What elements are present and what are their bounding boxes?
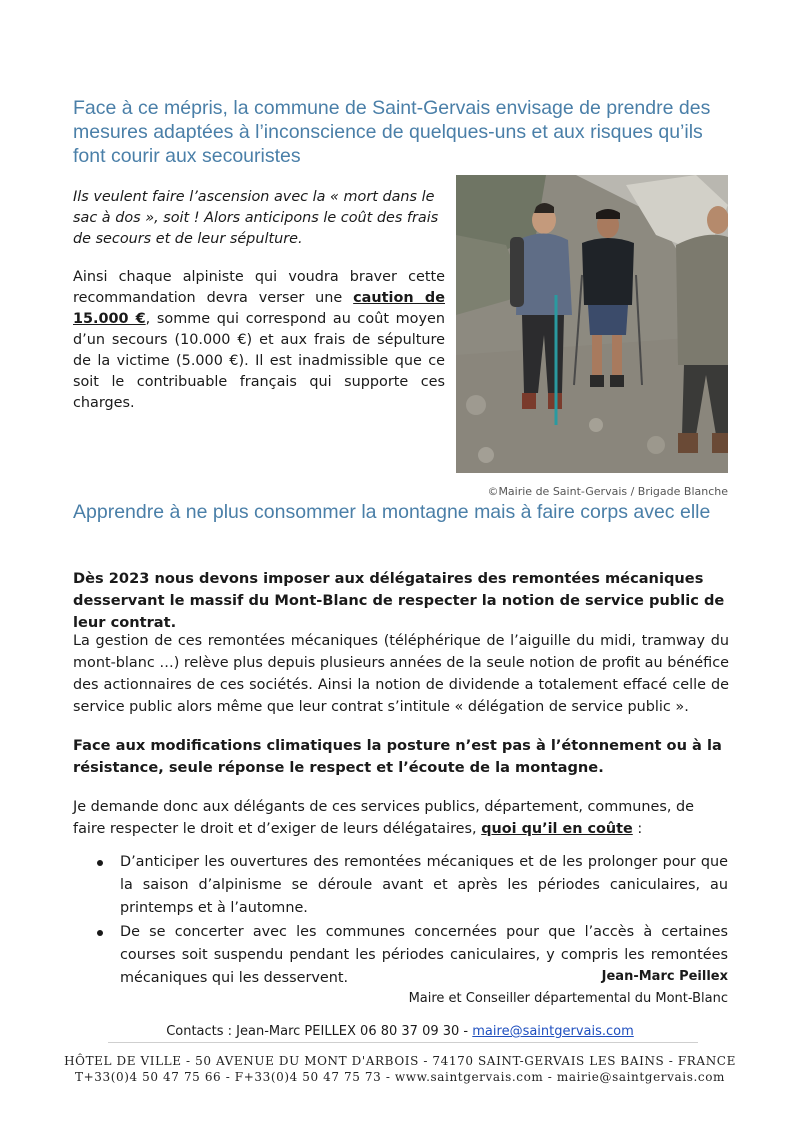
footer-contact-details: T+33(0)4 50 47 75 66 - F+33(0)4 50 47 75 73 - www.saintgervais.com - mairie@saintgervais.com xyxy=(75,1070,725,1084)
footer-divider xyxy=(108,1042,698,1043)
demande-text-after: : xyxy=(632,821,643,837)
contact-email-link[interactable]: maire@saintgervais.com xyxy=(472,1024,634,1039)
contacts-text: Contacts : Jean-Marc PEILLEX 06 80 37 09 30 - xyxy=(166,1024,473,1039)
caution-text-before: Ainsi chaque alpiniste qui voudra braver cette recommandation devra verser une xyxy=(73,269,445,306)
demande-text-before: Je demande donc aux délégants de ces services publics, département, communes, de faire respecter le droit et d’exiger de leurs délégataires, xyxy=(73,799,694,837)
intro-italic-paragraph: Ils veulent faire l’ascension avec la « mort dans le sac à dos », soit ! Alors anticipons le coût des frais de secours et de leur sépulture. xyxy=(73,189,439,247)
section-heading-mesures: Face à ce mépris, la commune de Saint-Gervais envisage de prendre des mesures adaptées à l’inconscience de quelques-uns et aux risques qu’ils font courir aux secouristes xyxy=(73,97,711,167)
bullet-icon xyxy=(97,930,103,936)
list-item-text: D’anticiper les ouvertures des remontées mécaniques et de les prolonger pour que la saison d’alpinisme se déroule avant et après les périodes caniculaires, au printemps et à l’automne. xyxy=(120,854,728,916)
caution-text-after: , somme qui correspond au coût moyen d’un secours (10.000 €) et aux frais de sépulture de la victime (5.000 €). Il est inadmissible que ce soit le contribuable français qui supporte ces charges. xyxy=(73,311,445,411)
demande-emphasis: quoi qu’il en coûte xyxy=(481,821,633,837)
list-item-text: De se concerter avec les communes concernées pour que l’accès à certaines courses soit suspendu pendant les périodes caniculaires, y compris les remontées mécaniques qui les desservent. xyxy=(120,924,728,986)
contacts-line xyxy=(0,1024,800,1039)
hikers-photo xyxy=(456,175,728,473)
photo-credit: ©Mairie de Saint-Gervais / Brigade Blanche xyxy=(487,485,728,498)
bold-statement-climat: Face aux modifications climatiques la posture n’est pas à l’étonnement ou à la résistance, seule réponse le respect et l’écoute de la montagne. xyxy=(73,737,722,776)
section-heading-montagne: Apprendre à ne plus consommer la montagne mais à faire corps avec elle xyxy=(73,501,711,523)
caution-amount: caution de 15.000 € xyxy=(73,290,445,327)
bold-statement-delegataires: Dès 2023 nous devons imposer aux délégataires des remontées mécaniques desservant le massif du Mont-Blanc de respecter la notion de service public de leur contrat. xyxy=(73,570,725,631)
demande-paragraph xyxy=(73,796,729,840)
signature-name: Jean-Marc Peillex xyxy=(601,969,728,984)
caution-paragraph xyxy=(73,267,445,414)
footer-address: HÔTEL DE VILLE - 50 AVENUE DU MONT D'ARBOIS - 74170 SAINT-GERVAIS LES BAINS - FRANCE xyxy=(64,1054,736,1068)
gestion-paragraph: La gestion de ces remontées mécaniques (téléphérique de l’aiguille du midi, tramway du mont-blanc …) relève plus depuis plusieurs années de la seule notion de profit au bénéfice des actionnaires de ces sociétés. Ainsi la notion de dividende a totalement effacé celle de service public alors même que leur contrat s’intitule « délégation de service public ». xyxy=(73,633,729,715)
list-item xyxy=(73,851,728,920)
signature-title: Maire et Conseiller départemental du Mont-Blanc xyxy=(408,991,728,1006)
bullet-icon xyxy=(97,860,103,866)
